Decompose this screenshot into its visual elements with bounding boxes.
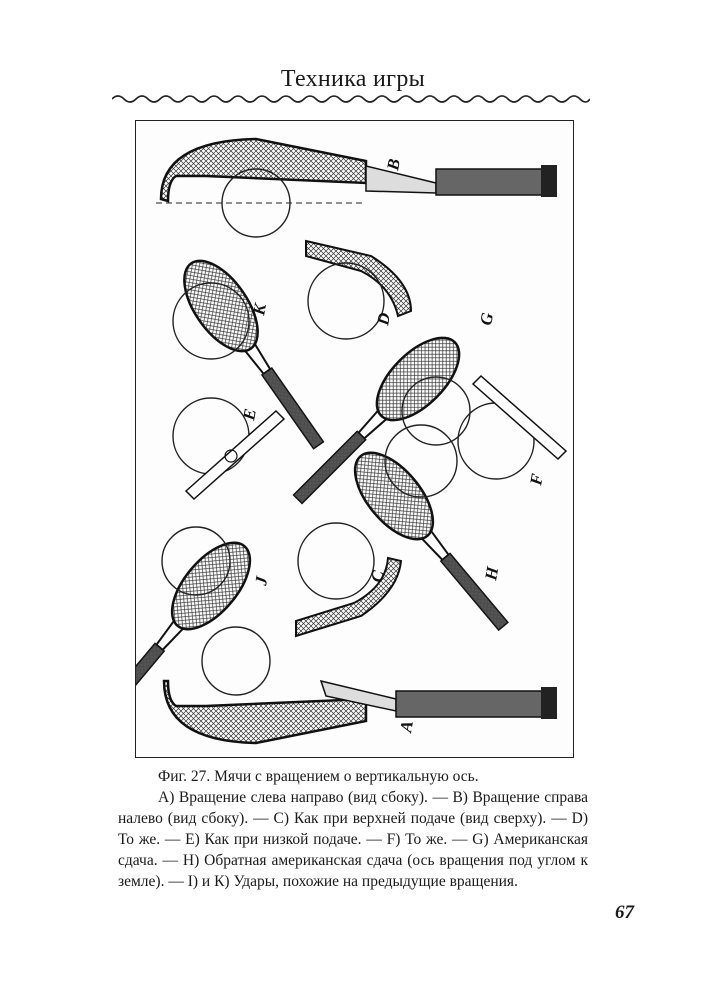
racket-a-drawing [164, 627, 557, 743]
figure-letter-a: A [396, 719, 417, 734]
figure-letter-b: B [383, 157, 404, 172]
figure-letter-k: K [249, 302, 270, 317]
caption-title: Фиг. 27. Мячи с вращением о вертикальную ось. [158, 768, 479, 785]
figure-letter-h: H [481, 565, 503, 582]
racket-j-drawing [136, 529, 264, 732]
figure-illustration [135, 120, 574, 758]
caption-body: А) Вращение слева направо (вид сбоку). — В) Вращение справа налево (вид сбоку). — С) Как при верхней подаче (вид сверху). — D) То же. — Е) Как при низкой подаче. — F) То же. — G) Американская сдача. — Н) Обратная американская сдача (ось вращения под углом к земле). — I) и К) Удары, похожие на предыдущие вращения. [118, 789, 588, 890]
diagram-e [173, 398, 284, 499]
figure-letter-f: F [526, 472, 547, 487]
running-header: Техника игры [280, 66, 426, 92]
figure-letter-d: D [373, 311, 395, 327]
figure-caption [118, 766, 588, 892]
page-number: 67 [615, 902, 634, 923]
figure-letter-e: E [239, 407, 260, 422]
figure-letter-c: C [367, 569, 388, 584]
header-wave-rule [112, 93, 590, 105]
diagram-f [458, 376, 566, 479]
racket-d-drawing [306, 241, 411, 339]
racket-b-drawing [156, 139, 557, 237]
figure-letter-j: J [251, 575, 272, 587]
figure-letter-g: G [476, 311, 498, 327]
